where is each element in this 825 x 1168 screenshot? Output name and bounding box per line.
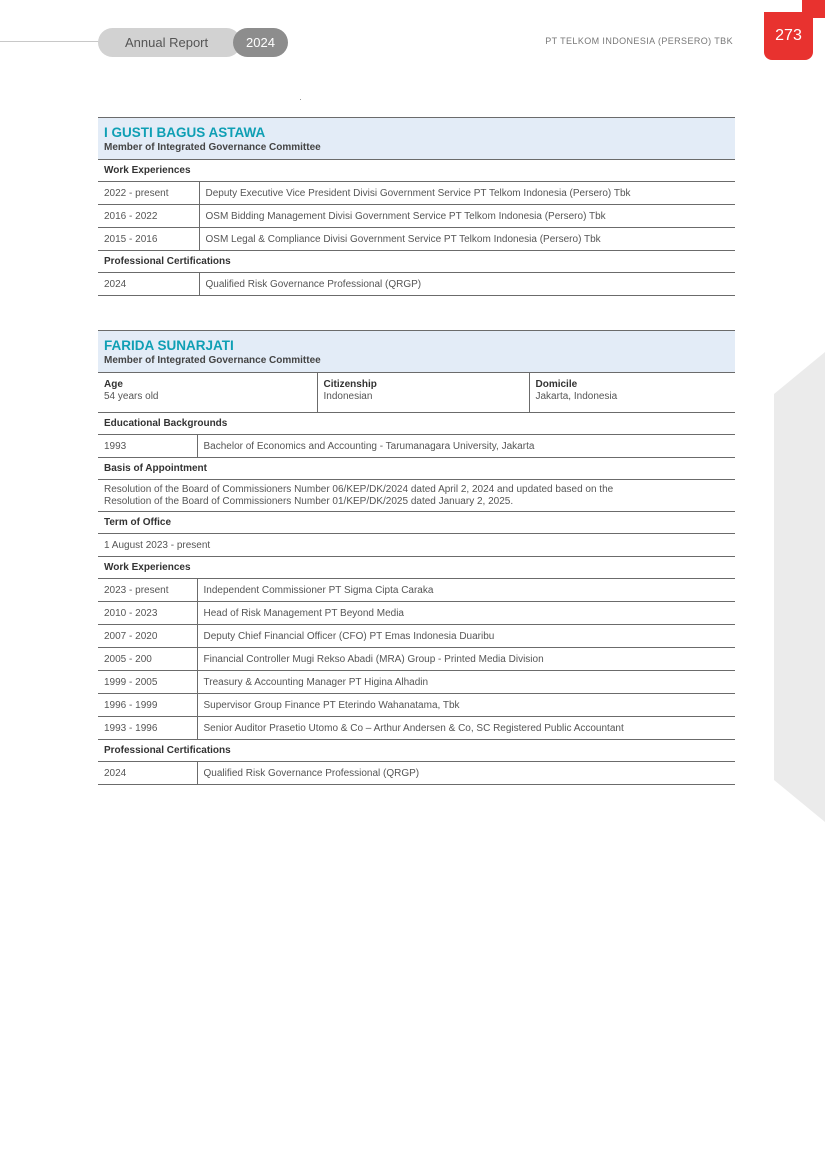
- section-term-of-office: Term of Office: [98, 512, 735, 534]
- profile-table: [98, 330, 735, 373]
- table-row: [98, 273, 735, 296]
- period-cell: 2016 - 2022: [98, 205, 199, 228]
- desc-cell: OSM Bidding Management Divisi Government Service PT Telkom Indonesia (Persero) Tbk: [199, 205, 735, 228]
- section-professional-certifications: Professional Certifications: [98, 740, 735, 762]
- period-cell: 2022 - present: [98, 182, 199, 205]
- citizenship-value: Indonesian: [323, 391, 373, 402]
- table-row: [98, 648, 735, 671]
- table-row: [98, 228, 735, 251]
- table-row: [98, 625, 735, 648]
- report-label: Annual Report: [98, 28, 241, 57]
- domicile-value: Jakarta, Indonesia: [535, 391, 618, 402]
- desc-cell: Supervisor Group Finance PT Eterindo Wahanatama, Tbk: [197, 694, 735, 717]
- desc-cell: Financial Controller Mugi Rekso Abadi (MRA) Group - Printed Media Division: [197, 648, 735, 671]
- desc-cell: Deputy Executive Vice President Divisi Government Service PT Telkom Indonesia (Persero) Tbk: [199, 182, 735, 205]
- side-tab: [774, 352, 825, 822]
- profile-farida-sunarjati: [98, 330, 735, 785]
- table-row: [98, 671, 735, 694]
- table-row: [98, 694, 735, 717]
- desc-cell: Treasury & Accounting Manager PT Higina Alhadin: [197, 671, 735, 694]
- section-work-experiences: Work Experiences: [98, 160, 735, 182]
- desc-cell: Qualified Risk Governance Professional (QRGP): [197, 762, 735, 785]
- desc-cell: Deputy Chief Financial Officer (CFO) PT Emas Indonesia Duaribu: [197, 625, 735, 648]
- desc-cell: OSM Legal & Compliance Divisi Government Service PT Telkom Indonesia (Persero) Tbk: [199, 228, 735, 251]
- table-row: [98, 579, 735, 602]
- stray-dot: [300, 99, 301, 100]
- section-work-experiences: Work Experiences: [98, 557, 735, 579]
- report-pill: [98, 28, 288, 57]
- table-row: [98, 182, 735, 205]
- table-row: [98, 762, 735, 785]
- section-basis-of-appointment: Basis of Appointment: [98, 458, 735, 480]
- section-educational-backgrounds: Educational Backgrounds: [98, 413, 735, 435]
- period-cell: 2007 - 2020: [98, 625, 197, 648]
- year-cell: 2024: [98, 273, 199, 296]
- age-value: 54 years old: [104, 391, 159, 402]
- section-professional-certifications: Professional Certifications: [98, 251, 735, 273]
- term-row: [98, 534, 735, 557]
- citizenship-cell: [317, 373, 529, 413]
- table-row: [98, 435, 735, 458]
- age-cell: [98, 373, 317, 413]
- citizenship-label: Citizenship: [323, 379, 377, 390]
- period-cell: 2005 - 200: [98, 648, 197, 671]
- company-name: PT TELKOM INDONESIA (PERSERO) TBK: [545, 36, 733, 46]
- period-cell: 2023 - present: [98, 579, 197, 602]
- desc-cell: Bachelor of Economics and Accounting - Tarumanagara University, Jakarta: [197, 435, 735, 458]
- period-cell: 1993 - 1996: [98, 717, 197, 740]
- table-row: [98, 602, 735, 625]
- domicile-label: Domicile: [535, 379, 578, 390]
- term-value: 1 August 2023 - present: [98, 534, 735, 557]
- period-cell: 2010 - 2023: [98, 602, 197, 625]
- profile-details-table: [98, 413, 735, 785]
- report-year: 2024: [233, 28, 288, 57]
- period-cell: 2015 - 2016: [98, 228, 199, 251]
- person-name: FARIDA SUNARJATI: [104, 338, 234, 353]
- profile-i-gusti-bagus-astawa: [98, 117, 735, 296]
- age-label: Age: [104, 379, 123, 390]
- basis-line-2: Resolution of the Board of Commissioners Number 01/KEP/DK/2025 dated January 2, 2025.: [104, 496, 514, 507]
- desc-cell: Independent Commissioner PT Sigma Cipta Caraka: [197, 579, 735, 602]
- profile-table: [98, 117, 735, 296]
- year-cell: 1993: [98, 435, 197, 458]
- person-role: Member of Integrated Governance Committee: [104, 142, 321, 153]
- person-role: Member of Integrated Governance Committee: [104, 355, 321, 366]
- domicile-cell: [529, 373, 735, 413]
- page-number: 273: [764, 12, 813, 60]
- header-rule: [0, 41, 110, 42]
- profile-header: [98, 118, 735, 160]
- basis-row: [98, 480, 735, 512]
- desc-cell: Senior Auditor Prasetio Utomo & Co – Arthur Andersen & Co, SC Registered Public Accountant: [197, 717, 735, 740]
- profile-header: [98, 331, 735, 373]
- personal-info-row: [98, 373, 735, 413]
- period-cell: 1996 - 1999: [98, 694, 197, 717]
- person-name: I GUSTI BAGUS ASTAWA: [104, 125, 266, 140]
- table-row: [98, 205, 735, 228]
- desc-cell: Qualified Risk Governance Professional (QRGP): [199, 273, 735, 296]
- basis-line-1: Resolution of the Board of Commissioners Number 06/KEP/DK/2024 dated April 2, 2024 and updated based on the: [104, 484, 614, 495]
- period-cell: 1999 - 2005: [98, 671, 197, 694]
- desc-cell: Head of Risk Management PT Beyond Media: [197, 602, 735, 625]
- personal-info-table: [98, 373, 735, 413]
- year-cell: 2024: [98, 762, 197, 785]
- table-row: [98, 717, 735, 740]
